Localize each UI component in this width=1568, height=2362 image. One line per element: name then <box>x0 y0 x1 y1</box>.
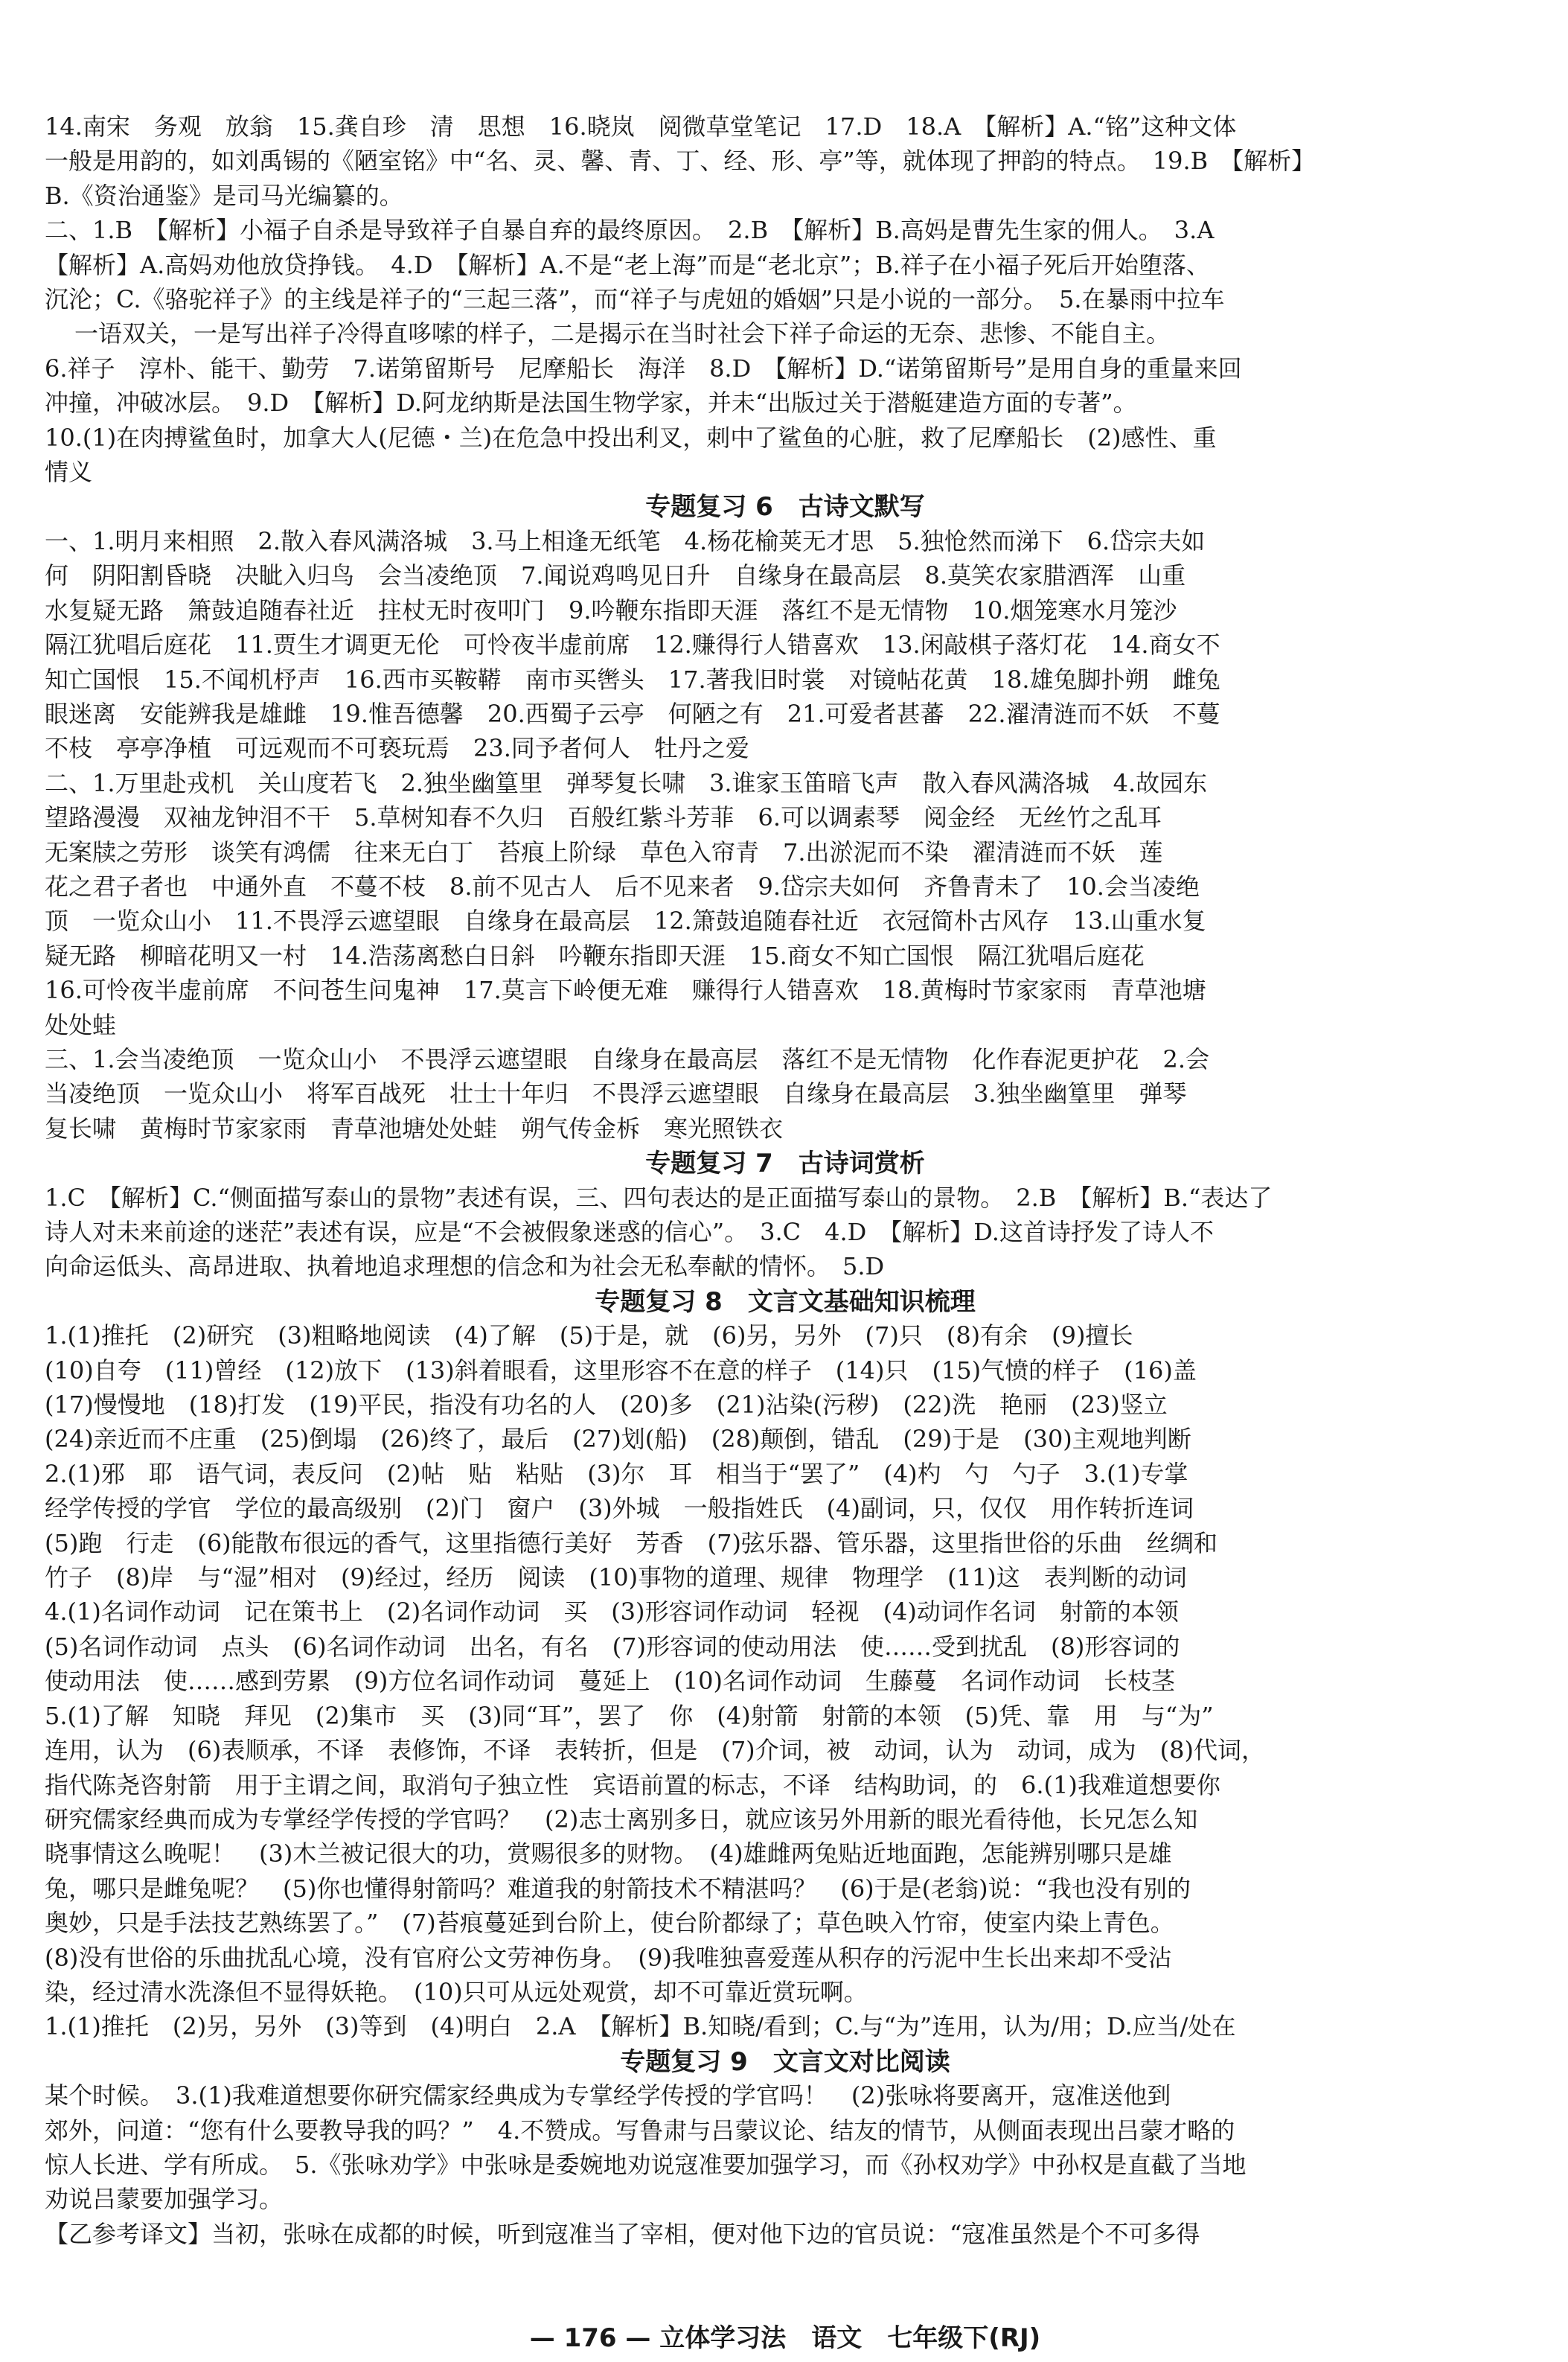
text-line: 10.(1)在肉搏鲨鱼时，加拿大人(尼德・兰)在危急中投出利叉，刺中了鲨鱼的心脏，救了尼摩船长 (2)感性、重 <box>45 424 1217 452</box>
text-line: 兔，哪只是雌兔呢？ (5)你也懂得射箭吗？难道我的射箭技术不精湛吗？ (6)于是(老翁)说：“我也没有别的 <box>45 1874 1191 1903</box>
text-line: 处处蛙 <box>45 1011 117 1039</box>
text-line: 眼迷离 安能辨我是雄雌 19.惟吾德馨 20.西蜀子云亭 何陋之有 21.可爱者甚蕃 22.濯清涟而不妖 不蔓 <box>45 700 1220 728</box>
text-line: 14.南宋 务观 放翁 15.龚自珍 清 思想 16.晓岚 阅微草堂笔记 17.D 18.A 【解析】A.“铭”这种文体 <box>45 112 1237 141</box>
text-line: 6.祥子 淳朴、能干、勤劳 7.诺第留斯号 尼摩船长 海洋 8.D 【解析】D.“诺第留斯号”是用自身的重量来回 <box>45 354 1242 383</box>
text-line: 隔江犹唱后庭花 11.贾生才调更无伦 可怜夜半虚前席 12.赚得行人错喜欢 13.闲敲棋子落灯花 14.商女不 <box>45 631 1220 659</box>
section-heading-review-8: 专题复习 8 文言文基础知识梳理 <box>595 1287 976 1317</box>
text-line: 经学传授的学官 学位的最高级别 (2)门 窗户 (3)外城 一般指姓氏 (4)副词，只，仅仅 用作转折连词 <box>45 1494 1194 1522</box>
text-line: 当凌绝顶 一览众山小 将军百战死 壮士十年归 不畏浮云遮望眼 自缘身在最高层 3.独坐幽篁里 弹琴 <box>45 1079 1187 1108</box>
text-line: 疑无路 柳暗花明又一村 14.浩荡离愁白日斜 吟鞭东指即天涯 15.商女不知亡国恨 隔江犹唱后庭花 <box>45 942 1145 970</box>
text-line: 连用，认为 (6)表顺承，不译 表修饰，不译 表转折，但是 (7)介词，被 动词，认为 动词，成为 (8)代词， <box>45 1736 1265 1764</box>
text-line: 花之君子者也 中通外直 不蔓不枝 8.前不见古人 后不见来者 9.岱宗夫如何 齐鲁青未了 10.会当凌绝 <box>45 872 1200 901</box>
text-line: 染，经过清水洗涤但不显得妖艳。 (10)只可从远处观赏，却不可靠近赏玩啊。 <box>45 1978 868 2006</box>
text-line: 劝说吕蒙要加强学习。 <box>45 2185 284 2213</box>
text-line: 【解析】A.高妈劝他放贷挣钱。 4.D 【解析】A.不是“老上海”而是“老北京”；B.祥子在小福子死后开始堕落、 <box>45 251 1210 279</box>
section-heading-review-7: 专题复习 7 古诗词赏析 <box>645 1149 925 1178</box>
text-line: 诗人对未来前途的迷茫”表述有误，应是“不会被假象迷惑的信心”。 3.C 4.D 【解析】D.这首诗抒发了诗人不 <box>45 1218 1214 1246</box>
text-line: 惊人长进、学有所成。 5.《张咏劝学》中张咏是委婉地劝说寇准要加强学习，而《孙权劝学》中孙权是直截了当地 <box>45 2151 1247 2179</box>
text-line: (8)没有世俗的乐曲扰乱心境，没有官府公文劳神伤身。 (9)我唯独喜爱莲从积存的污泥中生长出来却不受沾 <box>45 1944 1172 1972</box>
text-line: 水复疑无路 箫鼓追随春社近 拄杖无时夜叩门 9.吟鞭东指即天涯 落红不是无情物 10.烟笼寒水月笼沙 <box>45 596 1177 625</box>
text-line: 某个时候。 3.(1)我难道想要你研究儒家经典成为专掌经学传授的学官吗！ (2)张咏将要离开，寇准送他到 <box>45 2081 1171 2110</box>
text-line: 【乙参考译文】当初，张咏在成都的时候，听到寇准当了宰相，便对他下边的官员说：“寇准虽然是个不可多得 <box>45 2220 1200 2248</box>
text-line: 1.(1)推托 (2)研究 (3)粗略地阅读 (4)了解 (5)于是，就 (6)另，另外 (7)只 (8)有余 (9)擅长 <box>45 1321 1133 1350</box>
text-line: (5)跑 行走 (6)能散布很远的香气，这里指德行美好 芳香 (7)弦乐器、管乐器，这里指世俗的乐曲 丝绸和 <box>45 1529 1217 1557</box>
text-line: (17)慢慢地 (18)打发 (19)平民，指没有功名的人 (20)多 (21)沾染(污秽) (22)洗 艳丽 (23)竖立 <box>45 1391 1168 1419</box>
text-line: B.《资治通鉴》是司马光编纂的。 <box>45 182 403 210</box>
text-line: 指代陈尧咨射箭 用于主谓之间，取消句子独立性 宾语前置的标志，不译 结构助词，的 6.(1)我难道想要你 <box>45 1771 1220 1799</box>
page-footer <box>45 2323 1526 2354</box>
text-line: 一般是用韵的，如刘禹锡的《陋室铭》中“名、灵、馨、青、丁、经、形、亭”等，就体现了押韵的特点。 19.B 【解析】 <box>45 147 1316 175</box>
text-line: 1.C 【解析】C.“侧面描写泰山的景物”表述有误，三、四句表达的是正面描写泰山的景物。 2.B 【解析】B.“表达了 <box>45 1184 1273 1212</box>
text-line: 郊外，问道：“您有什么要教导我的吗？” 4.不赞成。写鲁肃与吕蒙议论、结友的情节，从侧面表现出吕蒙才略的 <box>45 2116 1235 2145</box>
text-line: 2.(1)邪 耶 语气词，表反问 (2)帖 贴 粘贴 (3)尔 耳 相当于“罢了” (4)杓 勺 勺子 3.(1)专掌 <box>45 1460 1188 1488</box>
text-line: 5.(1)了解 知晓 拜见 (2)集市 买 (3)同“耳”，罢了 你 (4)射箭 射箭的本领 (5)凭、靠 用 与“为” <box>45 1702 1214 1730</box>
text-line: 使动用法 使……感到劳累 (9)方位名词作动词 蔓延上 (10)名词作动词 生藤蔓 名词作动词 长枝茎 <box>45 1667 1176 1695</box>
text-line: 二、1.B 【解析】小福子自杀是导致祥子自暴自弃的最终原因。 2.B 【解析】B.高妈是曹先生家的佣人。 3.A <box>45 216 1215 244</box>
text-line: 冲撞，冲破冰层。 9.D 【解析】D.阿龙纳斯是法国生物学家，并未“出版过关于潜艇建造方面的专著”。 <box>45 389 1137 417</box>
text-line: 二、1.万里赴戎机 关山度若飞 2.独坐幽篁里 弹琴复长啸 3.谁家玉笛暗飞声 散入春风满洛城 4.故园东 <box>45 769 1208 797</box>
text-line: 望路漫漫 双袖龙钟泪不干 5.草树知春不久归 百般红紫斗芳菲 6.可以调素琴 阅金经 无丝竹之乱耳 <box>45 803 1162 832</box>
text-line: 一语双关，一是写出祥子冷得直哆嗦的样子，二是揭示在当时社会下祥子命运的无奈、悲惨、不能自主。 <box>74 319 1171 348</box>
section-heading-review-9: 专题复习 9 文言文对比阅读 <box>620 2047 950 2077</box>
text-line: (24)亲近而不庄重 (25)倒塌 (26)终了，最后 (27)划(船) (28)颠倒，错乱 (29)于是 (30)主观地判断 <box>45 1425 1191 1453</box>
text-line: 知亡国恨 15.不闻机杼声 16.西市买鞍鞯 南市买辔头 17.著我旧时裳 对镜帖花黄 18.雄兔脚扑朔 雌兔 <box>45 665 1220 694</box>
text-line: 不枝 亭亭净植 可远观而不可亵玩焉 23.同予者何人 牡丹之爱 <box>45 734 749 762</box>
text-line: 向命运低头、高昂进取、执着地追求理想的信念和为社会无私奉献的情怀。 5.D <box>45 1252 885 1280</box>
text-line: 1.(1)推托 (2)另，另外 (3)等到 (4)明白 2.A 【解析】B.知晓/看到；C.与“为”连用，认为/用；D.应当/处在 <box>45 2012 1236 2040</box>
text-line: 何 阴阳割昏晓 决眦入归鸟 会当凌绝顶 7.闻说鸡鸣见日升 自缘身在最高层 8.莫笑农家腊酒浑 山重 <box>45 561 1186 590</box>
page-number: — 176 — <box>529 2323 651 2353</box>
text-line: 研究儒家经典而成为专掌经学传授的学官吗？ (2)志士离别多日，就应该另外用新的眼光看待他，长兄怎么知 <box>45 1805 1198 1833</box>
section-heading-review-6: 专题复习 6 古诗文默写 <box>645 492 925 522</box>
text-line: 复长啸 黄梅时节家家雨 青草池塘处处蛙 朔气传金柝 寒光照铁衣 <box>45 1114 784 1143</box>
text-line: 奥妙，只是手法技艺熟练罢了。” (7)苔痕蔓延到台阶上，使台阶都绿了；草色映入竹帘，使室内染上青色。 <box>45 1909 1174 1937</box>
text-line: 4.(1)名词作动词 记在策书上 (2)名词作动词 买 (3)形容词作动词 轻视 (4)动词作名词 射箭的本领 <box>45 1597 1179 1626</box>
text-line: 16.可怜夜半虚前席 不问苍生问鬼神 17.莫言下岭便无难 赚得行人错喜欢 18.黄梅时节家家雨 青草池塘 <box>45 976 1206 1004</box>
book-title: 立体学习法 语文 七年级下(RJ) <box>659 2323 1041 2353</box>
text-line: 顶 一览众山小 11.不畏浮云遮望眼 自缘身在最高层 12.箫鼓追随春社近 衣冠简朴古风存 13.山重水复 <box>45 907 1206 935</box>
text-line: (5)名词作动词 点头 (6)名词作动词 出名，有名 (7)形容词的使动用法 使……受到扰乱 (8)形容词的 <box>45 1632 1180 1661</box>
text-line: 情义 <box>45 458 93 486</box>
text-line: 沉沦；C.《骆驼祥子》的主线是祥子的“三起三落”，而“祥子与虎妞的婚姻”只是小说的一部分。 5.在暴雨中拉车 <box>45 285 1225 313</box>
text-line: 竹子 (8)岸 与“湿”相对 (9)经过，经历 阅读 (10)事物的道理、规律 物理学 (11)这 表判断的动词 <box>45 1563 1187 1592</box>
text-line: 无案牍之劳形 谈笑有鸿儒 往来无白丁 苔痕上阶绿 草色入帘青 7.出淤泥而不染 濯清涟而不妖 莲 <box>45 838 1163 866</box>
text-line: 一、1.明月来相照 2.散入春风满洛城 3.马上相逢无纸笔 4.杨花榆荚无才思 5.独怆然而涕下 6.岱宗夫如 <box>45 527 1206 555</box>
text-line: 三、1.会当凌绝顶 一览众山小 不畏浮云遮望眼 自缘身在最高层 落红不是无情物 化作春泥更护花 2.会 <box>45 1045 1210 1073</box>
text-line: 晓事情这么晚呢！ (3)木兰被记很大的功，赏赐很多的财物。 (4)雄雌两兔贴近地面跑，怎能辨别哪只是雄 <box>45 1839 1172 1868</box>
text-line: (10)自夸 (11)曾经 (12)放下 (13)斜着眼看，这里形容不在意的样子 (14)只 (15)气愤的样子 (16)盖 <box>45 1356 1197 1385</box>
